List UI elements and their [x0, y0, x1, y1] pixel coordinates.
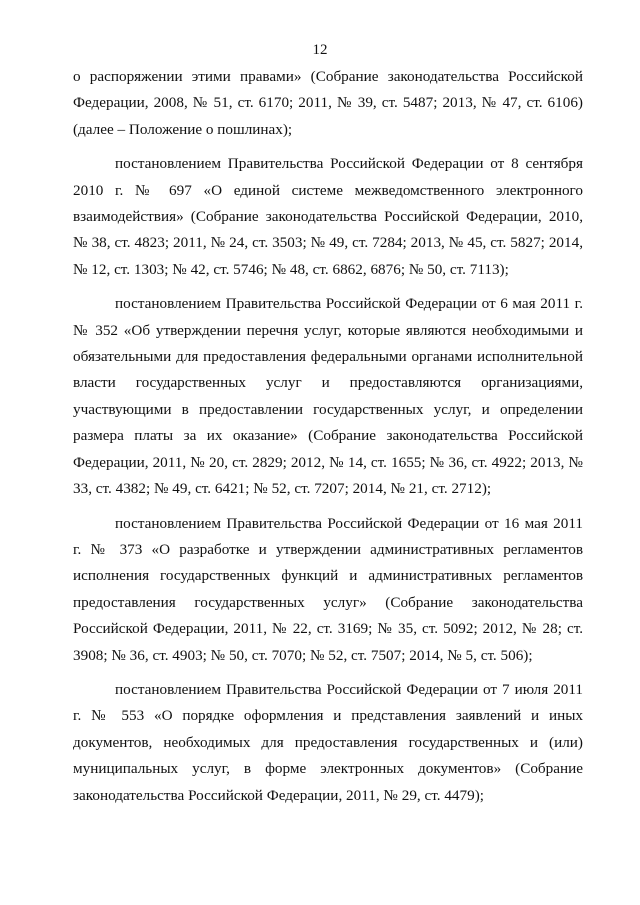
paragraph-resolution-352: постановлением Правительства Российской Федерации от 6 мая 2011 г. № 352 «Об утверждении перечня услуг, которые являются необходимыми и обязательными для предоставления федеральными органами исполнительной власти государственных услуг и предоставляются организациями, участвующими в предоставлении государственных услуг, и определении размера платы за их оказание» (Собрание законодательства Российской Федерации, 2011, № 20, ст. 2829; 2012, № 14, ст. 1655; № 36, ст. 4922; 2013, № 33, ст. 4382; № 49, ст. 6421; № 52, ст. 7207; 2014, № 21, ст. 2712);	[73, 295, 583, 498]
paragraph-resolution-373: постановлением Правительства Российской Федерации от 16 мая 2011 г. № 373 «О разработке и утверждении административных регламентов исполнения государственных функций и административных регламентов предоставления государственных услуг» (Собрание законодательства Российской Федерации, 2011, № 22, ст. 3169; № 35, ст. 5092; 2012, № 28; ст. 3908; № 36, ст. 4903; № 50, ст. 7070; № 52, ст. 7507; 2014, № 5, ст. 506);	[73, 514, 583, 664]
paragraph-gap	[73, 503, 583, 511]
paragraph-gap	[73, 669, 583, 677]
paragraph-resolution-697: постановлением Правительства Российской Федерации от 8 сентября 2010 г. № 697 «О единой системе межведомственного электронного взаимодействия» (Собрание законодательства Российской Федерации, 2010, № 38, ст. 4823; 2011, № 24, ст. 3503; № 49, ст. 7284; 2013, № 45, ст. 5827; 2014, № 12, ст. 1303; № 42, ст. 5746; № 48, ст. 6862, 6876; № 50, ст. 7113);	[73, 155, 583, 278]
document-body	[73, 64, 583, 809]
page-number: 12	[312, 42, 328, 58]
paragraph-gap	[73, 143, 583, 151]
paragraph-gap	[73, 283, 583, 291]
paragraph-resolution-553: постановлением Правительства Российской Федерации от 7 июля 2011 г. № 553 «О порядке оформления и представления заявлений и иных документов, необходимых для предоставления государственных и (или) муниципальных услуг, в форме электронных документов» (Собрание законодательства Российской Федерации, 2011, № 29, ст. 4479);	[73, 680, 583, 804]
paragraph-continuation: о распоряжении этими правами» (Собрание законодательства Российской Федерации, 2008, № 51, ст. 6170; 2011, № 39, ст. 5487; 2013, № 47, ст. 6106) (далее – Положение о пошлинах);	[73, 68, 583, 138]
